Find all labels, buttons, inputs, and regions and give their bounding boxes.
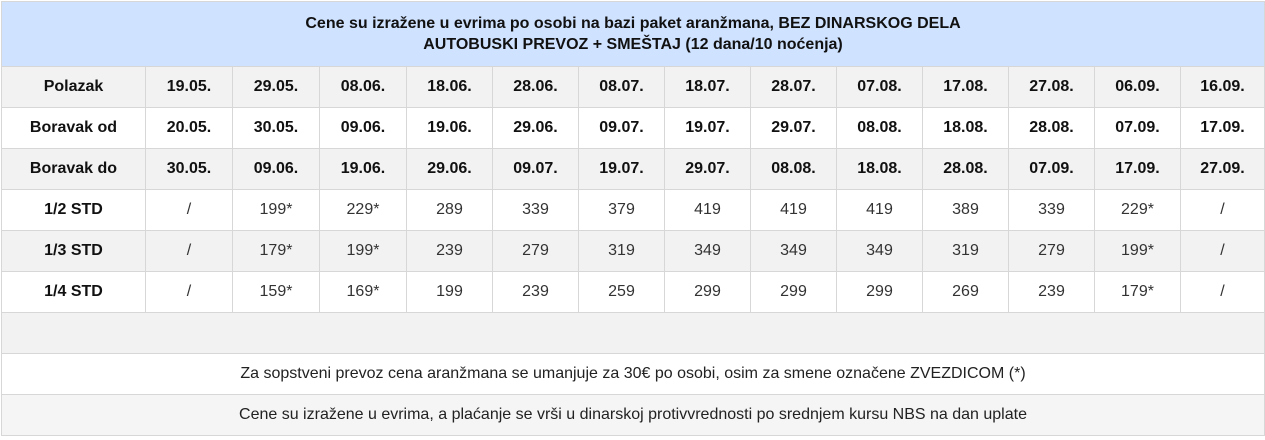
date-cell: 28.06. <box>493 67 579 108</box>
price-cell: 159* <box>233 272 320 313</box>
date-cell: 29.07. <box>665 149 751 190</box>
price-cell: 239 <box>407 231 493 272</box>
price-cell: 199 <box>407 272 493 313</box>
note-own-transport: Za sopstveni prevoz cena aranžmana se umanjuje za 30€ po osobi, osim za smene označene ZVEZDICOM (*) <box>2 354 1265 395</box>
price-cell: 179* <box>1095 272 1181 313</box>
price-cell: 419 <box>837 190 923 231</box>
date-cell: 07.09. <box>1095 108 1181 149</box>
price-cell: 339 <box>493 190 579 231</box>
price-cell: 319 <box>923 231 1009 272</box>
note-row-payment <box>2 395 1265 436</box>
date-cell: 27.08. <box>1009 67 1095 108</box>
row-label-1-3-std: 1/3 STD <box>2 231 146 272</box>
date-cell: 18.06. <box>407 67 493 108</box>
price-cell: / <box>1181 190 1265 231</box>
date-cell: 08.08. <box>751 149 837 190</box>
price-cell: 349 <box>665 231 751 272</box>
row-label-polazak: Polazak <box>2 67 146 108</box>
date-cell: 29.06. <box>493 108 579 149</box>
price-cell: 279 <box>1009 231 1095 272</box>
table-title-line-2: AUTOBUSKI PREVOZ + SMEŠTAJ (12 dana/10 noćenja) <box>423 36 843 53</box>
date-cell: 08.07. <box>579 67 665 108</box>
date-cell: 29.06. <box>407 149 493 190</box>
date-cell: 18.08. <box>923 108 1009 149</box>
note-payment: Cene su izražene u evrima, a plaćanje se vrši u dinarskoj protivvrednosti po srednjem kursu NBS na dan uplate <box>2 395 1265 436</box>
row-label-1-4-std: 1/4 STD <box>2 272 146 313</box>
table-row-1-2-std <box>2 190 1265 231</box>
price-cell: 229* <box>320 190 407 231</box>
price-cell: / <box>146 272 233 313</box>
price-cell: 349 <box>837 231 923 272</box>
date-cell: 28.07. <box>751 67 837 108</box>
note-row-own-transport <box>2 354 1265 395</box>
date-cell: 09.06. <box>233 149 320 190</box>
date-cell: 08.06. <box>320 67 407 108</box>
date-cell: 30.05. <box>146 149 233 190</box>
price-cell: 319 <box>579 231 665 272</box>
price-cell: 299 <box>837 272 923 313</box>
date-cell: 28.08. <box>923 149 1009 190</box>
price-cell: / <box>146 190 233 231</box>
price-cell: 169* <box>320 272 407 313</box>
table-row-polazak <box>2 67 1265 108</box>
row-label-1-2-std: 1/2 STD <box>2 190 146 231</box>
date-cell: 08.08. <box>837 108 923 149</box>
price-cell: 199* <box>233 190 320 231</box>
date-cell: 17.09. <box>1181 108 1265 149</box>
table-row-boravak-do <box>2 149 1265 190</box>
row-label-boravak-do: Boravak do <box>2 149 146 190</box>
price-cell: / <box>1181 272 1265 313</box>
date-cell: 09.07. <box>579 108 665 149</box>
price-cell: 269 <box>923 272 1009 313</box>
price-cell: 239 <box>493 272 579 313</box>
price-cell: 349 <box>751 231 837 272</box>
table-row-1-3-std <box>2 231 1265 272</box>
date-cell: 07.08. <box>837 67 923 108</box>
date-cell: 19.06. <box>320 149 407 190</box>
row-label-boravak-od: Boravak od <box>2 108 146 149</box>
table-spacer-row <box>2 313 1265 354</box>
date-cell: 19.07. <box>579 149 665 190</box>
date-cell: 30.05. <box>233 108 320 149</box>
table-title <box>2 2 1265 67</box>
price-cell: 289 <box>407 190 493 231</box>
price-cell: 419 <box>665 190 751 231</box>
date-cell: 19.07. <box>665 108 751 149</box>
date-cell: 06.09. <box>1095 67 1181 108</box>
date-cell: 28.08. <box>1009 108 1095 149</box>
table-row-boravak-od <box>2 108 1265 149</box>
price-cell: 379 <box>579 190 665 231</box>
date-cell: 18.08. <box>837 149 923 190</box>
price-cell: 199* <box>1095 231 1181 272</box>
price-cell: 179* <box>233 231 320 272</box>
price-cell: 199* <box>320 231 407 272</box>
date-cell: 17.09. <box>1095 149 1181 190</box>
date-cell: 19.05. <box>146 67 233 108</box>
price-cell: 229* <box>1095 190 1181 231</box>
price-cell: / <box>146 231 233 272</box>
date-cell: 16.09. <box>1181 67 1265 108</box>
price-cell: 239 <box>1009 272 1095 313</box>
table-title-row <box>2 2 1265 67</box>
table-spacer-cell <box>2 313 1265 354</box>
price-cell: 389 <box>923 190 1009 231</box>
price-cell: 279 <box>493 231 579 272</box>
price-table <box>1 1 1265 436</box>
date-cell: 29.07. <box>751 108 837 149</box>
price-cell: 259 <box>579 272 665 313</box>
date-cell: 19.06. <box>407 108 493 149</box>
price-cell: / <box>1181 231 1265 272</box>
price-cell: 299 <box>665 272 751 313</box>
price-cell: 339 <box>1009 190 1095 231</box>
table-title-line-1: Cene su izražene u evrima po osobi na bazi paket aranžmana, BEZ DINARSKOG DELA <box>305 15 961 32</box>
date-cell: 09.07. <box>493 149 579 190</box>
date-cell: 20.05. <box>146 108 233 149</box>
date-cell: 29.05. <box>233 67 320 108</box>
price-cell: 419 <box>751 190 837 231</box>
date-cell: 18.07. <box>665 67 751 108</box>
date-cell: 07.09. <box>1009 149 1095 190</box>
date-cell: 09.06. <box>320 108 407 149</box>
table-row-1-4-std <box>2 272 1265 313</box>
price-cell: 299 <box>751 272 837 313</box>
date-cell: 27.09. <box>1181 149 1265 190</box>
date-cell: 17.08. <box>923 67 1009 108</box>
